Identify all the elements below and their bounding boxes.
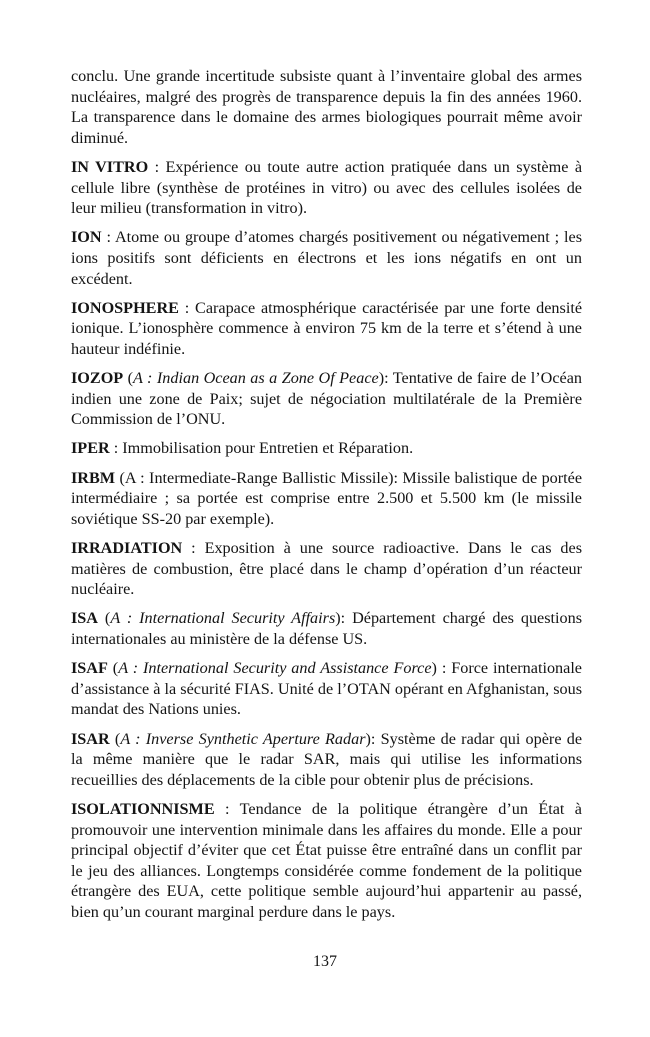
entry-separator: : <box>109 439 123 458</box>
entry-term: IPER <box>71 439 110 458</box>
glossary-entry-iper <box>71 438 582 459</box>
entry-paren-close: ): <box>378 369 393 388</box>
entry-term: IN VITRO <box>71 157 149 176</box>
entry-paren-open: ( <box>123 369 134 388</box>
entry-definition: Tendance de la politique étrangère d’un État à promouvoir une intervention minimale dans les affaires du monde. Elle a pour principal objectif d’éviter que cet État puisse être entraîné dans un conflit par le jeu des alliances. Longtemps considérée comme fondement de la politique étrangère des EUA, cette politique semble aujourd’hui appartenir au passé, bien qu’un courant marginal perdure dans le pays. <box>71 799 582 921</box>
entry-expansion: A : Intermediate-Range Ballistic Missile <box>124 468 389 487</box>
entry-term: IONOSPHERE <box>71 298 179 317</box>
entry-paren-open: ( <box>109 729 121 748</box>
entry-paren-open: ( <box>98 609 111 628</box>
glossary-entry-ionosphere <box>71 298 582 360</box>
entry-definition: Missile balistique de portée intermédiaire ; sa portée est comprise entre 2.500 et 5.500 km (le missile soviétique SS-20 par exemple). <box>71 468 583 528</box>
entry-paren-close: ): <box>388 468 403 487</box>
entry-expansion: A : International Security Affairs <box>110 609 336 628</box>
entry-term: IRRADIATION <box>71 539 183 558</box>
glossary-entry-ion <box>71 227 582 289</box>
entry-paren-close: ) : <box>431 659 452 678</box>
glossary-entry-irradiation <box>71 538 582 600</box>
entry-separator: : <box>101 228 115 247</box>
entry-paren-open: ( <box>107 659 119 678</box>
entry-term: ION <box>71 228 102 247</box>
entry-definition: Carapace atmosphérique caractérisée par une forte densité ionique. L’ionosphère commence à environ 75 km de la terre et s’étend à une hauteur indéfinie. <box>71 298 583 358</box>
entry-definition: Système de radar qui opère de la même manière que le radar SAR, mais qui utilise les informations recueillies des déplacements de la cible pour obtenir plus de précisions. <box>71 729 583 789</box>
entry-term: ISOLATIONNISME <box>71 799 215 818</box>
entry-separator: : <box>182 539 205 558</box>
entry-definition: Tentative de faire de l’Océan indien une zone de Paix; sujet de négociation multilatérale de la Première Commission de l’ONU. <box>71 369 582 429</box>
entry-paren-open: ( <box>115 468 125 487</box>
intro-paragraph: conclu. Une grande incertitude subsiste quant à l’inventaire global des armes nucléaires, malgré des progrès de transparence depuis la fin des années 1960. La transparence dans le domaine des armes biologiques pourrait même avoir diminué. <box>71 67 582 147</box>
glossary-entry-isar <box>71 729 582 791</box>
entry-separator: : <box>214 799 240 818</box>
entry-separator: : <box>178 298 196 317</box>
entry-term: IOZOP <box>71 369 124 388</box>
entry-definition: Force internationale d’assistance à la sécurité FIAS. Unité de l’OTAN opérant en Afghanistan, sous mandat des Nations unies. <box>71 659 582 719</box>
entry-expansion: A : Inverse Synthetic Aperture Radar <box>120 729 366 748</box>
entry-definition: Département chargé des questions internationales au ministère de la défense US. <box>71 609 583 648</box>
glossary-entry-isolationnisme <box>71 799 582 923</box>
glossary-entry-in-vitro <box>71 157 582 219</box>
entry-definition: Exposition à une source radioactive. Dans le cas des matières de combustion, être placé dans le champ d’opération d’un réacteur nucléaire. <box>71 539 583 599</box>
page-body <box>71 66 582 931</box>
entry-expansion: A : Indian Ocean as a Zone Of Peace <box>133 369 379 388</box>
page-number: 137 <box>313 953 337 970</box>
entry-term: ISA <box>71 609 98 628</box>
glossary-entry-iozop <box>71 368 582 430</box>
glossary-entry-isaf <box>71 658 582 720</box>
entry-separator: : <box>148 157 166 176</box>
glossary-entry-isa <box>71 608 582 649</box>
entry-paren-close: ): <box>335 609 353 628</box>
entry-term: ISAR <box>71 729 110 748</box>
entry-definition: Expérience ou toute autre action pratiquée dans un système à cellule libre (synthèse de protéines in vitro) ou avec des cellules isolées de leur milieu (transformation in vitro). <box>71 157 582 218</box>
glossary-entry-irbm <box>71 468 582 530</box>
entry-definition: Immobilisation pour Entretien et Réparation. <box>122 439 414 458</box>
entry-term: IRBM <box>71 468 116 487</box>
entry-paren-close: ): <box>365 729 381 748</box>
entry-expansion: A : International Security and Assistance Force <box>118 659 432 678</box>
entry-term: ISAF <box>71 659 108 678</box>
entry-definition: Atome ou groupe d’atomes chargés positivement ou négativement ; les ions positifs sont déficients en électrons et les ions négatifs en ont un excédent. <box>71 228 582 288</box>
